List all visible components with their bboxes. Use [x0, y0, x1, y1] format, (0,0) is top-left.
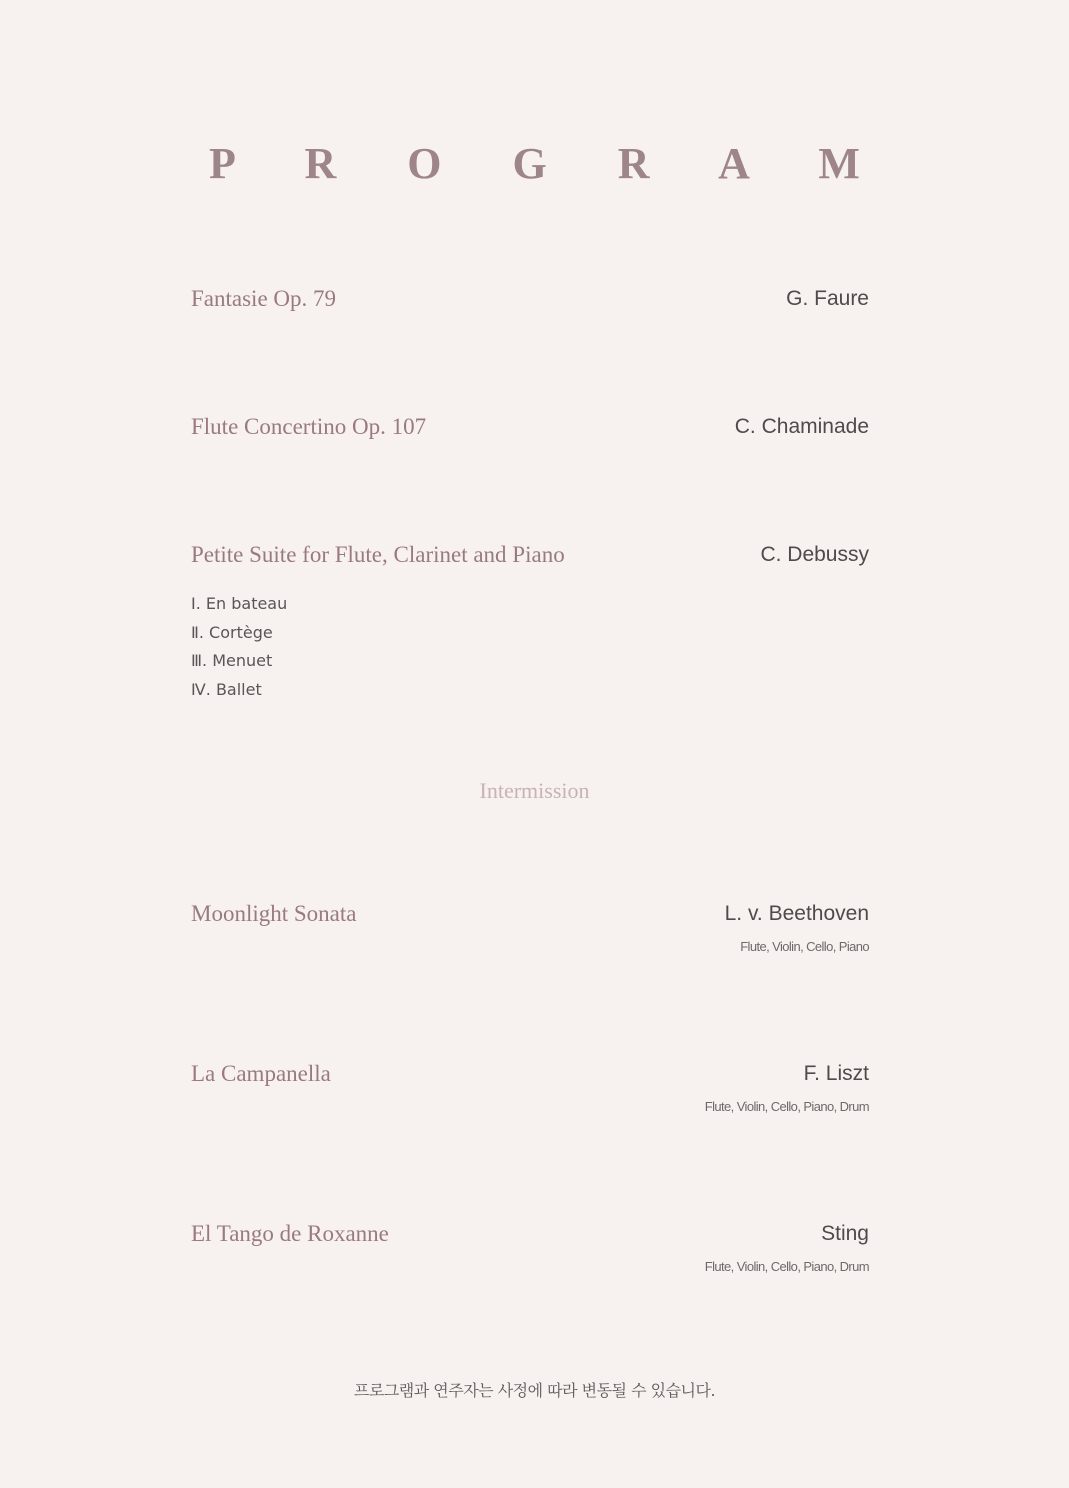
movement-item: Ⅲ. Menuet	[191, 651, 273, 670]
instrumentation: Flute, Violin, Cello, Piano, Drum	[704, 1259, 869, 1274]
piece-title: Petite Suite for Flute, Clarinet and Piano	[191, 542, 565, 567]
piece-title: Moonlight Sonata	[191, 901, 357, 926]
movement-item: Ⅰ. En bateau	[191, 594, 288, 613]
composer-name: C. Debussy	[760, 543, 869, 566]
instrumentation: Flute, Violin, Cello, Piano, Drum	[704, 1099, 869, 1114]
instrumentation: Flute, Violin, Cello, Piano	[740, 939, 869, 954]
composer-name: F. Liszt	[803, 1062, 869, 1085]
movement-item: Ⅱ. Cortège	[191, 622, 273, 642]
composer-name: C. Chaminade	[734, 415, 869, 438]
page-title: P R O G R A M	[209, 139, 890, 188]
movement-item: Ⅳ. Ballet	[191, 679, 262, 699]
intermission-label: Intermission	[479, 778, 590, 803]
composer-name: G. Faure	[786, 287, 869, 310]
piece-title: La Campanella	[191, 1061, 331, 1086]
movement-list	[191, 590, 287, 704]
piece-title: El Tango de Roxanne	[191, 1221, 389, 1246]
composer-name: Sting	[821, 1222, 869, 1245]
composer-name: L. v. Beethoven	[724, 902, 869, 925]
piece-title: Flute Concertino Op. 107	[191, 414, 427, 439]
piece-title: Fantasie Op. 79	[191, 286, 337, 311]
footer-notice: 프로그램과 연주자는 사정에 따라 변동될 수 있습니다.	[353, 1381, 716, 1400]
